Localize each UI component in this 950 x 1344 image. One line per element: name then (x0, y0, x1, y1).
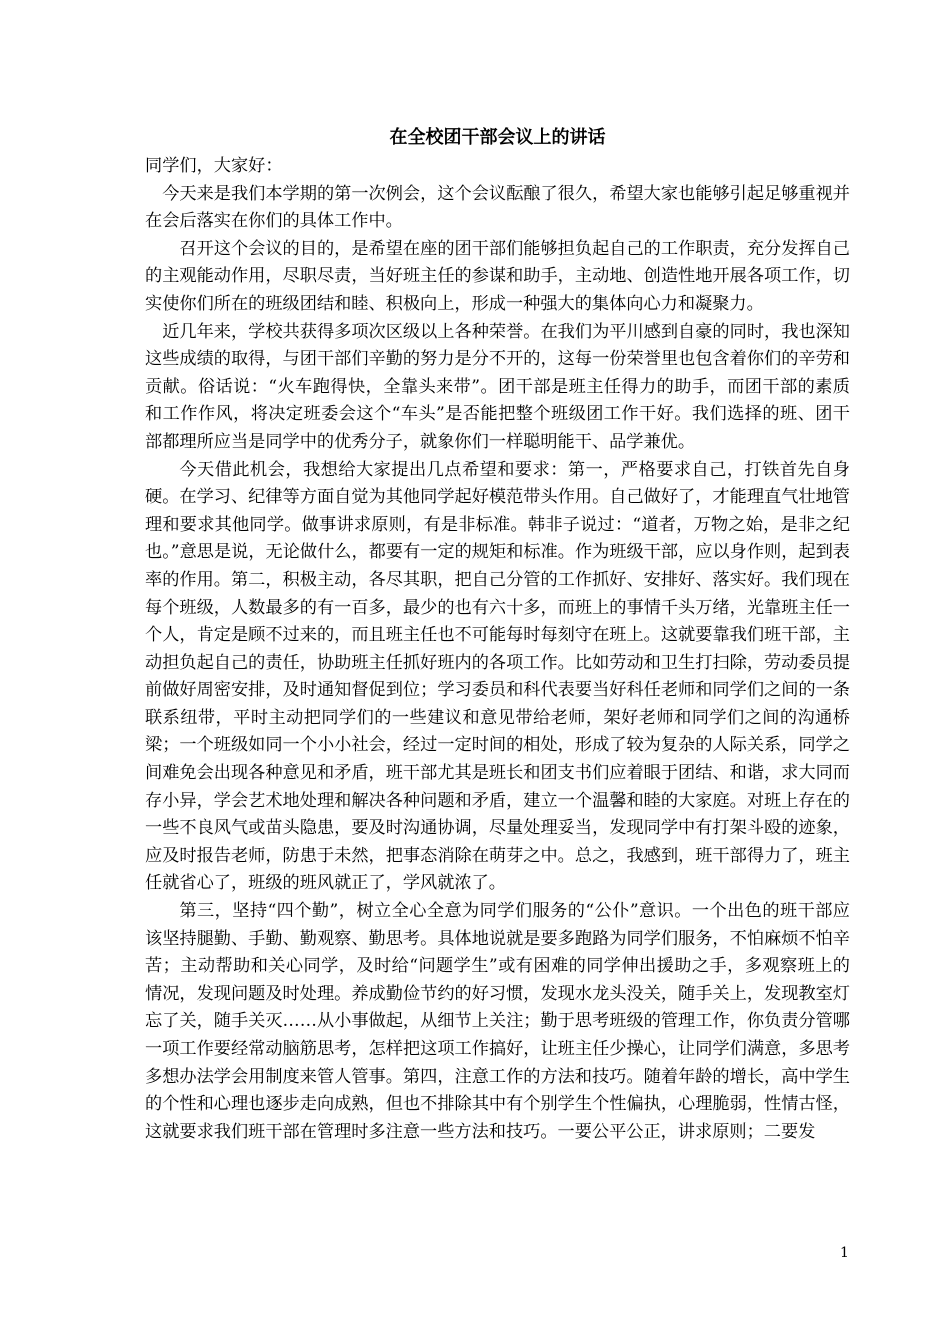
paragraph-2: 召开这个会议的目的，是希望在座的团干部们能够担负起自己的工作职责，充分发挥自己的主观能动作用，尽职尽责，当好班主任的参谋和助手，主动地、创造性地开展各项工作，切实使你们所在的班级团结和睦、积极向上，形成一种强大的集体向心力和凝聚力。 (145, 238, 850, 314)
paragraph-5: 第三，坚持“四个勤”，树立全心全意为同学们服务的“公仆”意识。一个出色的班干部应该坚持腿勤、手勤、勤观察、勤思考。具体地说就是要多跑路为同学们服务，不怕麻烦不怕辛苦；主动帮助和关心同学，及时给“问题学生”或有困难的同学伸出援助之手，多观察班上的情况，发现问题及时处理。养成勤俭节约的好习惯，发现水龙头没关，随手关上，发现教室灯忘了关，随手关灭……从小事做起，从细节上关注；勤于思考班级的管理工作，你负责分管哪一项工作要经常动脑筋思考，怎样把这项工作搞好，让班主任少操心，让同学们满意，多思考多想办法学会用制度来管人管事。第四，注意工作的方法和技巧。随着年龄的增长，高中学生的个性和心理也逐步走向成熟，但也不排除其中有个别学生个性偏执，心理脆弱，性情古怪，这就要求我们班干部在管理时多注意一些方法和技巧。一要公平公正，讲求原则；二要发 (145, 901, 850, 1142)
paragraph-3: 近几年来，学校共获得多项次区级以上各种荣誉。在我们为平川感到自豪的同时，我也深知这些成绩的取得，与团干部们辛勤的努力是分不开的，这每一份荣誉里也包含着你们的辛劳和贡献。俗话说：“火车跑得快，全靠头来带”。团干部是班主任得力的助手，而团干部的素质和工作作风，将决定班委会这个“车头”是否能把整个班级团工作干好。我们选择的班、团干部都理所应当是同学中的优秀分子，就象你们一样聪明能干、品学兼优。 (145, 321, 850, 452)
paragraph-1: 今天来是我们本学期的第一次例会，这个会议酝酿了很久，希望大家也能够引起足够重视并在会后落实在你们的具体工作中。 (145, 183, 850, 232)
greeting: 同学们，大家好： (145, 156, 283, 176)
paragraph-4: 今天借此机会，我想给大家提出几点希望和要求：第一，严格要求自己，打铁首先自身硬。在学习、纪律等方面自觉为其他同学起好模范带头作用。自己做好了，才能理直气壮地管理和要求其他同学。做事讲求原则，有是非标准。韩非子说过：“道者，万物之始，是非之纪也。”意思是说，无论做什么，都要有一定的规矩和标准。作为班级干部，应以身作则，起到表率的作用。第二，积极主动，各尽其职，把自己分管的工作抓好、安排好、落实好。我们现在每个班级，人数最多的有一百多，最少的也有六十多，而班上的事情千头万绪，光靠班主任一个人，肯定是顾不过来的，而且班主任也不可能每时每刻守在班上。这就要靠我们班干部，主动担负起自己的责任，协助班主任抓好班内的各项工作。比如劳动和卫生打扫除，劳动委员提前做好周密安排，及时通知督促到位；学习委员和科代表要当好科任老师和同学们之间的一条联系纽带，平时主动把同学们的一些建议和意见带给老师，架好老师和同学们之间的沟通桥梁；一个班级如同一个小小社会，经过一定时间的相处，形成了较为复杂的人际关系，同学之间难免会出现各种意见和矛盾，班干部尤其是班长和团支书们应着眼于团结、和谐，求大同而存小异，学会艺术地处理和解决各种问题和矛盾，建立一个温馨和睦的大家庭。对班上存在的一些不良风气或苗头隐患，要及时沟通协调，尽量处理妥当，发现同学中有打架斗殴的迹象，应及时报告老师，防患于未然，把事态消除在萌芽之中。总之，我感到，班干部得力了，班主任就省心了，班级的班风就正了，学风就浓了。 (145, 459, 850, 894)
document-title: 在全校团干部会议上的讲话 (389, 127, 606, 148)
page-number: 1 (840, 1245, 849, 1261)
document-body (145, 127, 850, 1146)
